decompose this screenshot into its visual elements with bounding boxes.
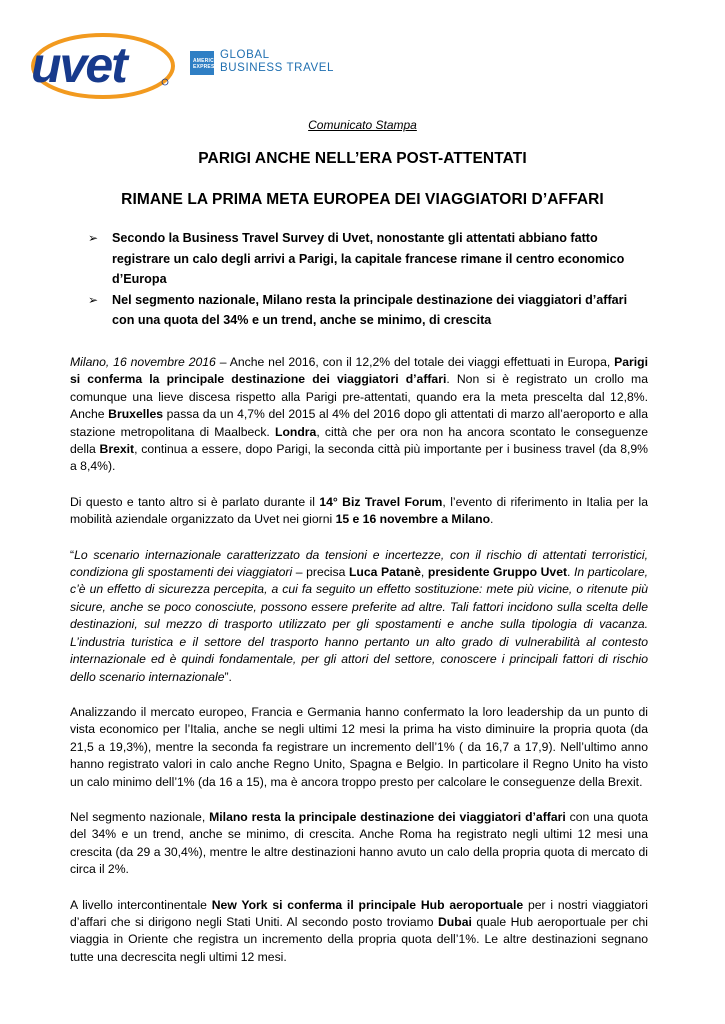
text-run: A livello intercontinentale [70,897,212,912]
paragraph-4: Analizzando il mercato europeo, Francia e Germania hanno confermato la loro leadership da un punto di vista economico per l’Italia, anche se negli ultimi 12 mesi la prima ha visto diminuire la propria quota (da 21,5 a 19,3%), mentre la seconda fa registrare un incremento dell’1% ( da 16,7 a 17,9). Nell’ultimo anno hanno registrato valori in calo anche Regno Unito, Spagna e Belgio. In particolare il Regno Unito ha visto un calo minimo dell’1% (da 16 a 15), ma è ancora troppo presto per calcolare le conseguenze della Brexit. [70,704,648,789]
amex-line1: GLOBAL [220,49,270,61]
highlight-item [88,228,648,290]
text-run: “ [70,547,75,562]
highlights-list [88,228,648,331]
paragraph-3-quote [70,547,648,686]
text-run: – precisa [292,565,349,580]
arrow-bullet-icon: ➢ [88,292,99,307]
uvet-logo-text: uvet [31,37,126,93]
bold-run: Milano resta la principale destinazione dei viaggiatori d’affari [209,809,566,824]
press-release-label: Comunicato Stampa [308,118,417,132]
amex-box-icon [190,51,222,75]
bold-run: Brexit [99,442,135,457]
amex-gbt-logo [190,49,360,79]
amex-gbt-text [220,49,334,75]
bold-run: Bruxelles [108,407,164,422]
text-run: per i nostri viaggiatori d’affari che si dirigono negli Stati Uniti. Al secondo posto troviamo [70,897,648,929]
text-run: con una quota del 34% e un trend, anche se minimo, di crescita. Anche Roma ha registrato negli ultimi 12 mesi una crescita (da 29 a 30,4%), mentre le altre destinazioni hanno avuto un calo della propria quota di mercato di circa il 2%. [70,809,648,877]
arrow-bullet-icon: ➢ [88,231,99,245]
bold-run: Luca Patanè [348,565,421,580]
headline-line1: PARIGI ANCHE NELL’ERA POST-ATTENTATI [198,150,527,167]
bold-run: 15 e 16 novembre a Milano [335,512,491,527]
bold-run: New York si conferma il principale Hub aeroportuale [211,897,524,912]
text-run: Di questo e tanto altro si è parlato durante il [70,494,320,509]
text-run: Nel segmento nazionale, [70,809,210,824]
dateline: Milano, 16 novembre 2016 [70,355,216,369]
paragraph-6 [70,897,648,967]
bold-run: Parigi si conferma la principale destinazione dei viaggiatori d’affari [70,355,648,387]
amex-line2: BUSINESS TRAVEL [220,62,335,74]
bold-run: Dubai [438,914,472,929]
italic-run: Lo scenario internazionale caratterizzato da tensioni e incertezze, con il rischio di attentati terroristici, condiziona gli spostamenti dei viaggiatori [70,547,648,580]
article-body [70,354,648,984]
text-run: – Anche nel 2016, con il 12,2% del totale dei viaggi effettuati in Europa, [215,355,615,369]
uvet-logo [25,22,177,104]
text-run: , [420,565,428,580]
paragraph-2 [70,494,648,529]
paragraph-1 [70,354,648,476]
bold-run: presidente Gruppo Uvet [427,565,568,580]
text-run: . [490,512,494,527]
paragraph-5 [70,809,648,879]
text-run: . [567,565,574,580]
header-logos [25,22,355,104]
text-run: , l’evento di riferimento in Italia per la mobilità aziendale organizzato da Uvet nei giorni [70,494,649,527]
text-run: , continua a essere, dopo Parigi, la seconda città più importante per i business travel (da 8,9% a 8,4%). [70,442,648,474]
text-run: passa da un 4,7% del 2015 al 4% del 2016 dopo gli attentati di marzo all’aeroporto e alla stazione metropolitana di Maalbeck. [70,407,648,439]
headline-line2: RIMANE LA PRIMA META EUROPEA DEI VIAGGIATORI D’AFFARI [121,191,604,208]
amex-box-text: AMERICAN EXPRESS [193,58,222,70]
text-run: quale Hub aeroportuale per chi viaggia in Oriente che registra un incremento della propria quota dell’1%. Le altre destinazioni segnano tutte una decrescita negli ultimi 12 mesi. [70,914,648,964]
text-run: ”. [224,669,232,684]
highlight-item [88,290,648,331]
italic-run: In particolare, c’è un effetto di sicurezza percepita, a cui fa seguito un effetto sostituzione: mete più vicine, o ritenute più sicure, anche se poco conosciute, possono essere preferite ad altre. Tali fattori incidono sulla scelta delle destinazioni, sul mezzo di trasporto utilizzato per gli spostamenti e anche sulla tipologia di vacanza. L’industria turistica e il settore del trasporto hanno pertanto un alto grado di vulnerabilità al contesto internazionale ed è quindi fondamentale, per gli attori del settore, conoscere i principali fattori di rischio dello scenario internazionale [70,565,649,684]
bold-run: 14° Biz Travel Forum [319,494,443,509]
bold-run: Londra [275,424,317,439]
highlight-text: Secondo la Business Travel Survey di Uvet, nonostante gli attentati abbiano fatto registrare un calo degli arrivi a Parigi, la capitale francese rimane il centro economico d’Europa [112,231,625,286]
text-run: , città che per ora non ha ancora scontato le conseguenze della [70,424,648,457]
text-run: . Non si è registrato un crollo ma comunque una lieve discesa rispetto alla Parigi pre-attentati, quando era la meta prescelta dal 12,8%. Anche [70,372,648,422]
highlight-text: Nel segmento nazionale, Milano resta la principale destinazione dei viaggiatori d’affari con una quota del 34% e un trend, anche se minimo, di crescita [112,292,628,327]
